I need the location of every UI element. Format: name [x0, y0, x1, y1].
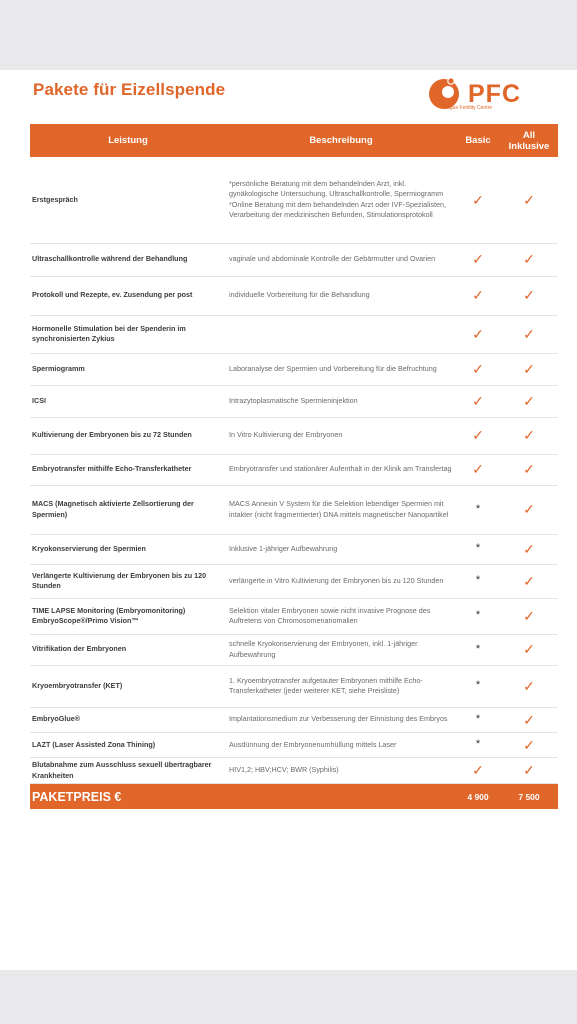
description-cell: HIV1,2; HBV;HCV; BWR (Syphilis): [226, 758, 456, 784]
service-cell: Protokoll und Rezepte, ev. Zusendung per post: [30, 276, 226, 315]
description-cell: Ausdünnung der Embryonenumhüllung mittels Laser: [226, 732, 456, 757]
service-cell: EmbryoGlue®: [30, 707, 226, 732]
all-inklusive-mark: ✓: [500, 243, 558, 276]
all-inklusive-mark: ✓: [500, 534, 558, 564]
price-row: [30, 783, 558, 809]
table-row: [30, 758, 558, 784]
header-beschreibung: Beschreibung: [309, 135, 373, 146]
basic-mark: ✓: [456, 417, 500, 454]
description-cell: Selektion vitaler Embryonen sowie nicht invasive Prognose des Auftretens von Chromosomenanomalien: [226, 598, 456, 634]
service-cell: Kryokonservierung der Spermien: [30, 534, 226, 564]
description-cell: Intrazytoplasmatische Spermieninjektion: [226, 385, 456, 417]
logo-subtitle: Prague Fertility Centre: [442, 105, 493, 111]
service-cell: TIME LAPSE Monitoring (Embryomonitoring) EmbryoScope®/Primo Vision™: [30, 598, 226, 634]
header-basic: Basic: [465, 135, 491, 146]
all-inklusive-mark: ✓: [500, 732, 558, 757]
description-cell: Implantationsmedium zur Verbesserung der Einnistung des Embryos: [226, 707, 456, 732]
basic-mark: *: [456, 564, 500, 598]
service-cell: Embryotransfer mithilfe Echo-Transferkatheter: [30, 454, 226, 485]
table-row: [30, 353, 558, 385]
service-cell: Erstgespräch: [30, 157, 226, 243]
description-cell: In Vitro Kultivierung der Embryonen: [226, 417, 456, 454]
basic-mark: ✓: [456, 758, 500, 784]
service-cell: Vitrifikation der Embryonen: [30, 634, 226, 665]
table-row: [30, 598, 558, 634]
table-row: [30, 534, 558, 564]
price-all-inklusive: 7 500: [518, 791, 540, 802]
description-cell: 1. Kryoembryotransfer aufgetauter Embryonen mithilfe Echo-Transferkatheter (jeder weiterer KET, siehe Preisliste): [226, 665, 456, 707]
service-cell: Blutabnahme zum Ausschluss sexuell übertragbarer Krankheiten: [30, 758, 226, 784]
all-inklusive-mark: ✓: [500, 485, 558, 534]
all-inklusive-mark: ✓: [500, 634, 558, 665]
description-cell: Laboranalyse der Spermien und Vorbereitung für die Befruchtung: [226, 353, 456, 385]
table-row: [30, 157, 558, 243]
service-cell: Ultraschallkontrolle während der Behandlung: [30, 243, 226, 276]
basic-mark: *: [456, 634, 500, 665]
description-cell: verlängerte in Vitro Kultivierung der Embryonen bis zu 120 Stunden: [226, 564, 456, 598]
all-inklusive-mark: ✓: [500, 385, 558, 417]
basic-mark: *: [456, 485, 500, 534]
table-row: [30, 315, 558, 353]
all-inklusive-mark: ✓: [500, 353, 558, 385]
description-cell: Embryotransfer und stationärer Aufenthalt in der Klinik am Transfertag: [226, 454, 456, 485]
description-cell: schnelle Kryokonservierung der Embryonen, inkl. 1-jähriger Aufbewahrung: [226, 634, 456, 665]
service-cell: Hormonelle Stimulation bei der Spenderin im synchronisierten Zykius: [30, 315, 226, 353]
basic-mark: ✓: [456, 243, 500, 276]
basic-mark: ✓: [456, 353, 500, 385]
all-inklusive-mark: ✓: [500, 758, 558, 784]
basic-mark: *: [456, 534, 500, 564]
basic-mark: *: [456, 732, 500, 757]
all-inklusive-mark: ✓: [500, 454, 558, 485]
all-inklusive-mark: ✓: [500, 315, 558, 353]
table-row: [30, 485, 558, 534]
all-inklusive-mark: ✓: [500, 598, 558, 634]
basic-mark: ✓: [456, 276, 500, 315]
basic-mark: ✓: [456, 157, 500, 243]
table-row: [30, 634, 558, 665]
page-title: Pakete für Eizellspende: [33, 80, 226, 99]
all-inklusive-mark: ✓: [500, 276, 558, 315]
all-inklusive-mark: ✓: [500, 417, 558, 454]
all-inklusive-mark: ✓: [500, 665, 558, 707]
all-inklusive-mark: ✓: [500, 707, 558, 732]
table-row: [30, 732, 558, 757]
all-inklusive-mark: ✓: [500, 157, 558, 243]
basic-mark: *: [456, 707, 500, 732]
table-row: [30, 665, 558, 707]
table-header-row: [30, 124, 558, 157]
description-cell: [226, 315, 456, 353]
description-cell: MACS Annexin V System für die Selektion lebendiger Spermien mit intakter (nicht fragmentierter) DNA mittels magnetischer Nanopartikel: [226, 485, 456, 534]
description-cell: individuelle Vorbereitung für die Behandlung: [226, 276, 456, 315]
service-cell: Kryoembryotransfer (KET): [30, 665, 226, 707]
description-cell: Inklusive 1-jähriger Aufbewahrung: [226, 534, 456, 564]
table-row: [30, 243, 558, 276]
price-label: PAKETPREIS €: [32, 789, 122, 804]
packages-table: [30, 124, 558, 809]
service-cell: Verlängerte Kultivierung der Embryonen bis zu 120 Stunden: [30, 564, 226, 598]
all-inklusive-mark: ✓: [500, 564, 558, 598]
service-cell: Kultivierung der Embryonen bis zu 72 Stunden: [30, 417, 226, 454]
description-cell: vaginale und abdominale Kontrolle der Gebärmutter und Ovarien: [226, 243, 456, 276]
basic-mark: *: [456, 598, 500, 634]
description-cell: *persönliche Beratung mit dem behandelnden Arzt, inkl. gynäkologische Untersuchung, Ultraschallkontrolle, Spermiogramm *Online Beratung mit dem behandelnden Arzt oder IVF-Spezialisten, Verarbeitung der medizinischen Befunden, Stimulationsprotokoll: [226, 157, 456, 243]
table-row: [30, 276, 558, 315]
table-row: [30, 564, 558, 598]
table-row: [30, 707, 558, 732]
service-cell: LAZT (Laser Assisted Zona Thining): [30, 732, 226, 757]
basic-mark: ✓: [456, 315, 500, 353]
header-leistung: Leistung: [108, 135, 148, 146]
service-cell: ICSI: [30, 385, 226, 417]
table-row: [30, 385, 558, 417]
basic-mark: ✓: [456, 385, 500, 417]
logo-text: PFC: [468, 80, 521, 108]
price-basic: 4 900: [467, 791, 489, 802]
service-cell: MACS (Magnetisch aktivierte Zellsortierung der Spermien): [30, 485, 226, 534]
table-row: [30, 417, 558, 454]
service-cell: Spermiogramm: [30, 353, 226, 385]
basic-mark: ✓: [456, 454, 500, 485]
basic-mark: *: [456, 665, 500, 707]
table-row: [30, 454, 558, 485]
header-all-inklusive: All Inklusive: [508, 129, 550, 152]
